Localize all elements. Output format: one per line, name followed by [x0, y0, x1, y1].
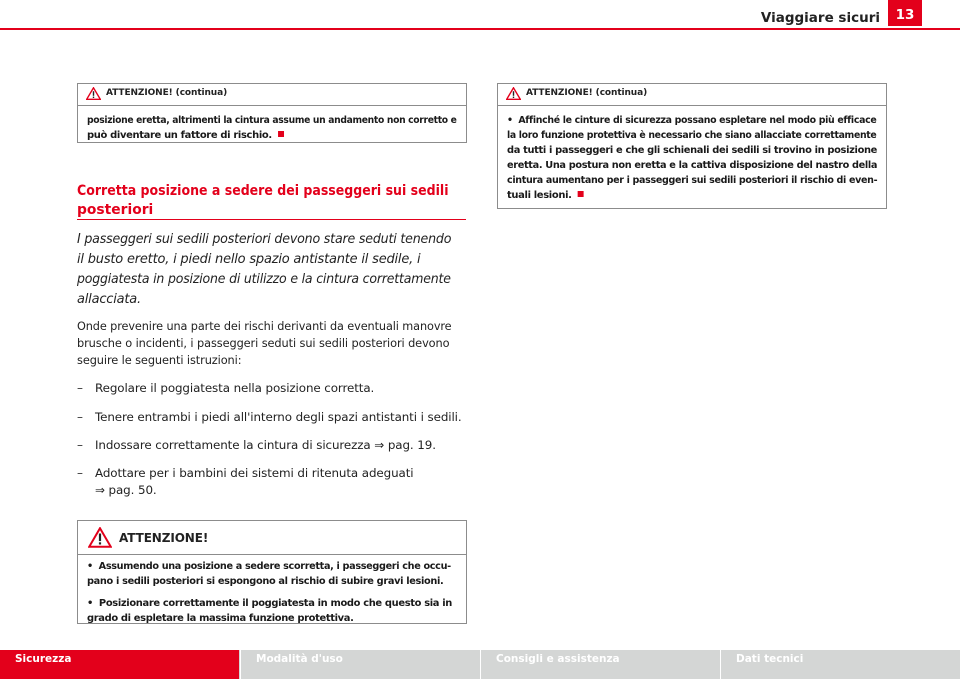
intro-line: brusche o incidenti, i passeggeri seduti sui sedili posteriori devono [77, 336, 450, 350]
step-dash: – [77, 410, 83, 424]
instruction-step [77, 409, 477, 426]
warning-box-continued-left [77, 83, 467, 143]
bullet-icon: • [507, 115, 513, 126]
warning-line: la loro funzione protettiva è necessario che siano allacciate correttamente [507, 130, 877, 141]
footer-tab-sicurezza[interactable]: Sicurezza [0, 650, 239, 679]
warning-header-bar [78, 84, 466, 106]
warning-line: tuali lesioni. [507, 188, 877, 203]
warning-header-bar [78, 521, 466, 555]
warning-line: da tutti i passeggeri e che gli schienali dei sedili si trovino in posizione [507, 145, 878, 156]
end-marker-icon [578, 191, 584, 197]
running-header-title: Viaggiare sicuri [760, 10, 880, 26]
warning-item: • Posizionare correttamente il poggiatesta in modo che questo sia in grado di espletare la massima funzione protettiva. [87, 598, 452, 624]
warning-box-main [77, 520, 467, 624]
warning-line: posizione eretta, altrimenti la cintura assume un andamento non corretto e [87, 115, 457, 126]
section-title: Corretta posizione a sedere dei passeggeri sui sedili posteriori [77, 183, 449, 218]
warning-label: ATTENZIONE! (continua) [106, 88, 228, 98]
instruction-step [77, 465, 477, 499]
intro-line: seguire le seguenti istruzioni: [77, 353, 242, 367]
intro-line: Onde prevenire una parte dei rischi derivanti da eventuali manovre [77, 319, 452, 333]
bullet-icon: • [87, 561, 93, 572]
warning-text [78, 106, 466, 143]
lead-line: I passeggeri sui sedili posteriori devono stare seduti tenendo [77, 231, 452, 247]
header-rule [0, 28, 960, 30]
section-title-rule [77, 219, 466, 220]
bullet-icon: • [87, 598, 93, 609]
warning-text [498, 106, 886, 203]
step-dash: – [77, 381, 83, 395]
warning-header-bar [498, 84, 886, 106]
footer-tab-consigli-e-assistenza[interactable]: Consigli e assistenza [480, 650, 720, 679]
intro-paragraph [77, 318, 469, 369]
step-text: Indossare correttamente la cintura di sicurezza ⇒ pag. 19. [95, 438, 436, 452]
warning-line: cintura aumentano per i passeggeri sui sedili posteriori il rischio di even- [507, 175, 878, 186]
warning-triangle-icon [506, 87, 521, 100]
lead-paragraph [77, 229, 469, 309]
warning-line: • Affinché le cinture di sicurezza possano espletare nel modo più efficace [507, 115, 877, 126]
instruction-step [77, 380, 477, 397]
footer-tab-modalita-duso[interactable]: Modalità d'uso [240, 650, 480, 679]
instruction-step [77, 437, 477, 454]
warning-label: ATTENZIONE! (continua) [526, 88, 648, 98]
lead-line: il busto eretto, i piedi nello spazio antistante il sedile, i [77, 251, 421, 267]
lead-line: allacciata. [77, 291, 141, 307]
warning-triangle-icon [86, 87, 101, 100]
step-dash: – [77, 438, 83, 452]
warning-line: eretta. Una postura non eretta e la cattiva disposizione del nastro della [507, 160, 878, 171]
footer-nav-bar [0, 650, 960, 679]
footer-tab-dati-tecnici[interactable]: Dati tecnici [720, 650, 960, 679]
warning-triangle-icon [88, 527, 112, 548]
warning-item: • Assumendo una posizione a sedere scorretta, i passeggeri che occu- pano i sedili posteriori si espongono al rischio di subire gravi lesioni. [87, 561, 451, 587]
warning-label: ATTENZIONE! [119, 531, 209, 545]
end-marker-icon [278, 131, 284, 137]
warning-box-continued-right [497, 83, 887, 209]
warning-line: può diventare un fattore di rischio. [87, 128, 457, 143]
warning-text [78, 555, 466, 626]
lead-line: poggiatesta in posizione di utilizzo e la cintura correttamente [77, 271, 451, 287]
step-text: Adottare per i bambini dei sistemi di ritenuta adeguati ⇒ pag. 50. [95, 466, 414, 497]
step-text: Tenere entrambi i piedi all'interno degli spazi antistanti i sedili. [95, 410, 462, 424]
step-dash: – [77, 466, 83, 480]
page-number-tab: 13 [888, 0, 922, 26]
step-text: Regolare il poggiatesta nella posizione corretta. [95, 381, 375, 395]
